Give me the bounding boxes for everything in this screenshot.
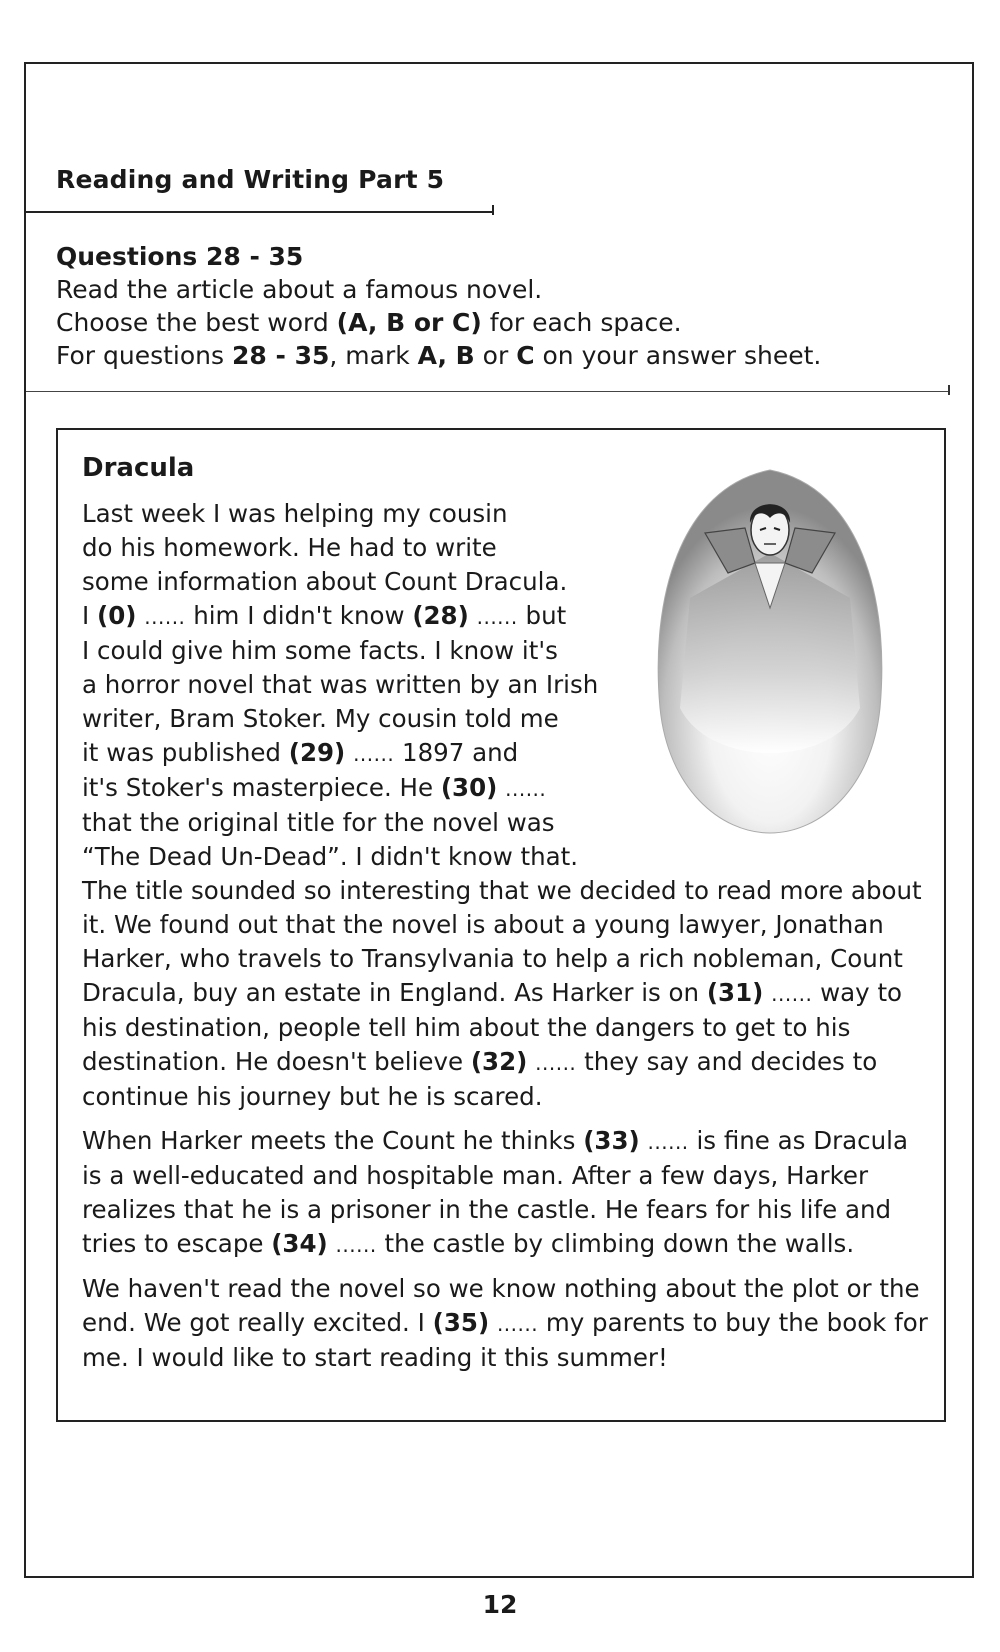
gap-35: (35) [432, 1308, 490, 1337]
gap-dots: ...... [505, 777, 547, 801]
instructions-divider [26, 391, 950, 392]
gap-0: (0) [97, 601, 137, 630]
gap-31: (31) [706, 978, 764, 1007]
instruction-line-3: For questions 28 - 35, mark A, B or C on your answer sheet. [56, 341, 822, 370]
page-number: 12 [482, 1590, 518, 1619]
gap-34: (34) [271, 1229, 328, 1258]
article-title: Dracula [82, 453, 195, 483]
gap-28: (28) [412, 601, 469, 630]
paragraph-2: When Harker meets the Count he thinks (33) ...... is fine as Dracula is a well-educated and hospitable man. After a few days, Harker realizes that he is a prisoner in the castle. He fears for his life and tries to escape (34) ...... the castle by climbing down the walls. [82, 1126, 908, 1258]
instruction-line-1: Read the article about a famous novel. [56, 275, 543, 304]
instructions [56, 240, 821, 372]
gap-dots: ...... [496, 1312, 539, 1336]
gap-dots: ...... [335, 1233, 377, 1257]
paragraph-3: We haven't read the novel so we know nothing about the plot or the end. We got really excited. I (35) ...... my parents to buy the book for me. I would like to start reading it this summer! [82, 1274, 928, 1372]
gap-dots: ...... [771, 982, 813, 1006]
title-divider-tick [492, 205, 494, 215]
questions-heading: Questions 28 - 35 [56, 242, 304, 271]
dracula-illustration [650, 468, 890, 838]
article-intro: Last week I was helping my cousin do his homework. He had to write some information about Count Dracula. I (0) ...... him I didn't know (28) ...... but I could give him some facts. I know it's a horror novel that was written by an Irish writer, Bram Stoker. My cousin told me it was published (29) ...... 1897 and it's Stoker's masterpiece. He (30) ...... that the original title for the novel was “The Dead Un-Dead”. I didn't know that. [82, 499, 599, 871]
instructions-divider-tick [948, 385, 950, 395]
gap-30: (30) [440, 773, 498, 802]
instruction-line-2: Choose the best word (A, B or C) for each space. [56, 308, 682, 337]
title-divider [26, 211, 494, 213]
gap-dots: ...... [144, 605, 186, 629]
gap-dots: ...... [535, 1051, 577, 1075]
gap-33: (33) [583, 1126, 640, 1155]
paragraph-1: The title sounded so interesting that we decided to read more about it. We found out that the novel is about a young lawyer, Jonathan Harker, who travels to Transylvania to help a rich nobleman, Count Dracula, buy an estate in England. As Harker is on (31) ...... way to his destination, people tell him about the dangers to get to his destination. He doesn't believe (32) ...... they say and decides to continue his journey but he is scared. [82, 876, 922, 1111]
gap-dots: ...... [647, 1130, 689, 1154]
gap-dots: ...... [353, 742, 395, 766]
article-body [82, 874, 932, 1385]
gap-dots: ...... [476, 605, 518, 629]
section-title: Reading and Writing Part 5 [56, 165, 445, 194]
gap-29: (29) [288, 738, 346, 767]
gap-32: (32) [470, 1047, 528, 1076]
